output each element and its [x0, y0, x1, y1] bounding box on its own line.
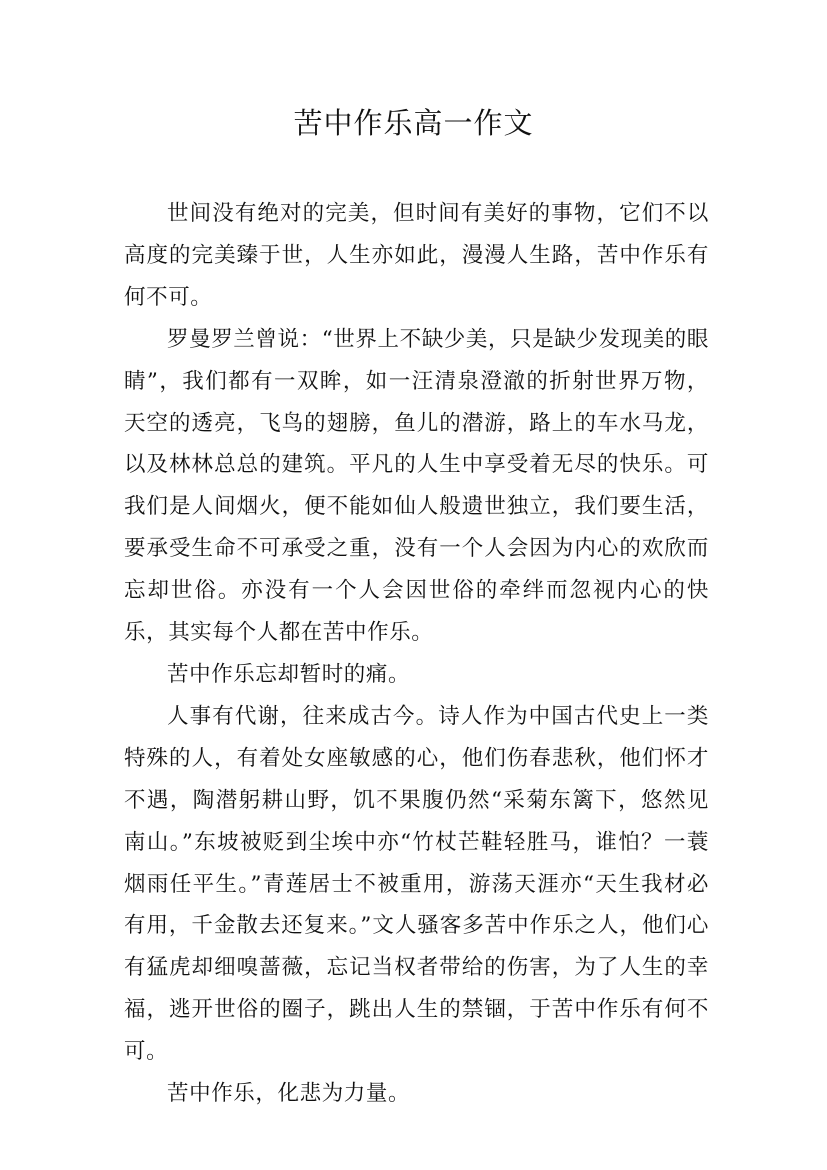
paragraph-1: 世间没有绝对的完美，但时间有美好的事物，它们不以高度的完美臻于世，人生亦如此，漫漫人生路，苦中作乐有何不可。: [124, 201, 709, 310]
paragraph-3: 苦中作乐忘却暂时的痛。: [167, 661, 411, 687]
document-body: [124, 193, 709, 1115]
paragraph-4: 人事有代谢，往来成古今。诗人作为中国古代史上一类特殊的人，有着处女座敏感的心，他们伤春悲秋，他们怀才不遇，陶潜躬耕山野，饥不果腹仍然“采菊东篱下，悠然见南山。”东坡被贬到尘埃中亦“竹杖芒鞋轻胜马，谁怕？一蓑烟雨任平生。”青莲居士不被重用，游荡天涯亦“天生我材必有用，千金散去还复来。”文人骚客多苦中作乐之人，他们心有猛虎却细嗅蔷薇，忘记当权者带给的伤害，为了人生的幸福，逃开世俗的圈子，跳出人生的禁锢，于苦中作乐有何不可。: [124, 703, 709, 1065]
document-title: 苦中作乐高一作文: [293, 106, 534, 140]
paragraph-5: 苦中作乐，化悲为力量。: [167, 1081, 411, 1107]
paragraph-2: 罗曼罗兰曾说：“世界上不缺少美，只是缺少发现美的眼睛”，我们都有一双眸，如一汪清泉澄澈的折射世界万物，天空的透亮，飞鸟的翅膀，鱼儿的潜游，路上的车水马龙，以及林林总总的建筑。平凡的人生中享受着无尽的快乐。可我们是人间烟火，便不能如仙人般遗世独立，我们要生活，要承受生命不可承受之重，没有一个人会因为内心的欢欣而忘却世俗。亦没有一个人会因世俗的牵绊而忽视内心的快乐，其实每个人都在苦中作乐。: [124, 326, 709, 646]
